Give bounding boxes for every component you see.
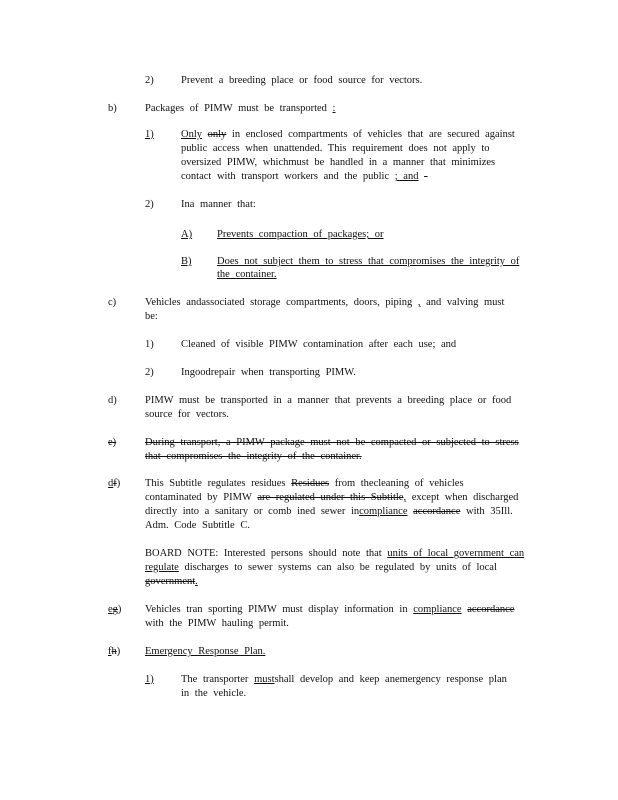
item-b1-line3: oversized PIMW, whichmust be handled in a manner that minimizes <box>181 157 496 168</box>
label-deleted: g <box>112 604 118 615</box>
item-b2A-text: Prevents compaction of packages; or <box>217 229 384 240</box>
section-c-line1-a: Vehicles andassociated storage compartments, doors, piping <box>145 297 413 308</box>
item-h1-line1-b: shall develop and keep anemergency response plan <box>274 674 507 685</box>
section-d-line1: PIMW must be transported in a manner that prevents a breeding place or food <box>145 395 512 406</box>
section-c-label: c) <box>108 297 117 308</box>
section-g-line2: with the PIMW hauling permit. <box>145 618 289 629</box>
section-f-line2-b: except when discharged <box>411 492 519 503</box>
section-c-line1 <box>145 296 504 309</box>
section-h-label <box>108 645 120 658</box>
section-e-line2: that compromises the integrity of the container. <box>145 451 362 462</box>
item-b2-text: Ina manner that: <box>181 199 256 210</box>
section-f-line2-a: contaminated by PIMW <box>145 492 252 503</box>
item-h1-line2: in the vehicle. <box>181 688 247 699</box>
inserted-must: must <box>254 674 275 685</box>
label-inserted: f <box>108 646 112 657</box>
section-c-line1-b: and valving must <box>426 297 505 308</box>
item-a2-text: Prevent a breeding place or food source for vectors. <box>181 75 423 86</box>
section-f-label <box>108 477 120 490</box>
section-d-line2: source for vectors. <box>145 409 229 420</box>
item-b1-line4-text: contact with transport workers and the public <box>181 171 390 182</box>
board-note-a: BOARD NOTE: Interested persons should note that <box>145 548 382 559</box>
inserted-regulate: regulate <box>145 562 179 573</box>
section-c-line2: be: <box>145 311 158 322</box>
deleted-accordance: accordance <box>413 506 461 517</box>
board-note-b: discharges to sewer systems can also be regulated by units of local <box>184 562 497 573</box>
item-b1-line1 <box>181 128 515 141</box>
inserted-compliance-2: compliance <box>413 604 462 615</box>
deleted-regulated: are regulated under this Subtitle <box>257 492 404 503</box>
item-b2A-label: A) <box>181 229 193 240</box>
section-g-label <box>108 603 121 616</box>
section-d-label: d) <box>108 395 117 406</box>
deleted-only: only <box>207 129 227 140</box>
item-a2-number: 2) <box>145 75 154 86</box>
board-note-line1 <box>145 547 524 560</box>
section-b-label: b) <box>108 103 117 114</box>
item-b1-line2: public access when unattended. This requirement does not apply to <box>181 143 490 154</box>
section-f-line3-a: directly into a sanitary or comb ined sewer in <box>145 506 360 517</box>
label-inserted: e <box>108 604 113 615</box>
section-f-line3 <box>145 505 513 518</box>
inserted-only: Only <box>181 129 202 140</box>
inserted-comma-2: , <box>403 492 407 503</box>
section-g-line1 <box>145 603 514 616</box>
section-b-text <box>145 102 335 115</box>
deleted-residues: Residues <box>291 478 330 489</box>
section-b-colon: : <box>332 103 336 114</box>
item-c2-number: 2) <box>145 367 154 378</box>
section-b-main: Packages of PIMW must be transported <box>145 103 327 114</box>
board-note-line2 <box>145 561 497 574</box>
deleted-dash: - <box>424 171 428 182</box>
section-h-title: Emergency Response Plan. <box>145 646 266 657</box>
inserted-compliance: compliance <box>359 506 408 517</box>
item-b2B-line2: the container. <box>217 269 277 280</box>
section-f-line1-a: This Subtitle regulates residues <box>145 478 286 489</box>
section-f-line2 <box>145 491 518 504</box>
item-c2-text: Ingoodrepair when transporting PIMW. <box>181 367 356 378</box>
inserted-comma: , <box>417 297 421 308</box>
inserted-units: units of local government can <box>387 548 525 559</box>
inserted-period: . <box>195 576 198 587</box>
section-e-line1: During transport, a PIMW package must not be compacted or subjected to stress <box>145 437 519 448</box>
section-f-line1 <box>145 477 464 490</box>
item-h1-line1-a: The transporter <box>181 674 249 685</box>
label-paren: ) <box>117 604 122 615</box>
deleted-government: government <box>145 576 196 587</box>
item-c1-number: 1) <box>145 339 154 350</box>
label-paren: ) <box>116 646 121 657</box>
item-b2B-label: B) <box>181 256 192 267</box>
section-e-label: e) <box>108 437 117 448</box>
label-deleted: h <box>111 646 117 657</box>
item-b1-line4 <box>181 170 428 183</box>
item-b1-number: 1) <box>145 129 154 140</box>
section-f-line3-b: with 35Ill. <box>465 506 513 517</box>
item-h1-number: 1) <box>145 674 154 685</box>
deleted-accordance-2: accordance <box>467 604 515 615</box>
item-c1-text: Cleaned of visible PIMW contamination after each use; and <box>181 339 457 350</box>
label-inserted: d <box>108 478 114 489</box>
section-g-line1-a: Vehicles tran sporting PIMW must display information in <box>145 604 408 615</box>
item-b1-line1-rest: in enclosed compartments of vehicles that are secured against <box>231 129 515 140</box>
section-f-line4: Adm. Code Subtitle C. <box>145 520 250 531</box>
label-paren: ) <box>116 478 121 489</box>
item-h1-line1 <box>181 673 507 686</box>
board-note-line3 <box>145 575 198 588</box>
section-f-line1-b: from thecleaning of vehicles <box>334 478 464 489</box>
item-b2B-line1: Does not subject them to stress that compromises the integrity of <box>217 256 520 267</box>
inserted-and: ; and <box>394 171 419 182</box>
label-deleted: f <box>113 478 117 489</box>
item-b2-number: 2) <box>145 199 154 210</box>
